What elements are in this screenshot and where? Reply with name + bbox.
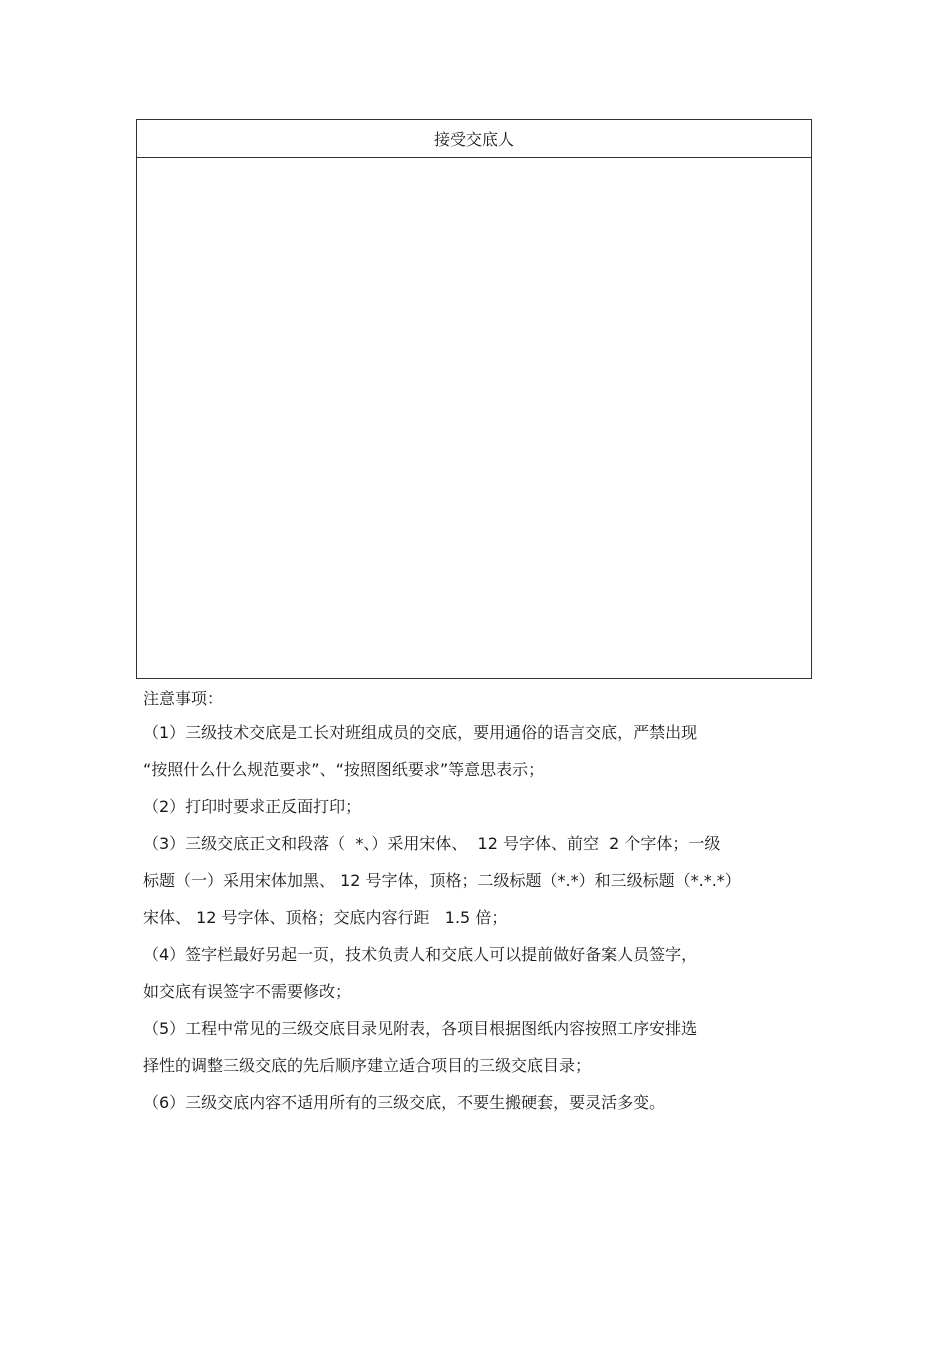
note-line: （4）签字栏最好另起一页，技术负责人和交底人可以提前做好备案人员签字，	[143, 944, 698, 964]
note-line: （6）三级交底内容不适用所有的三级交底，不要生搬硬套，要灵活多变。	[143, 1092, 666, 1112]
signature-table-header: 接受交底人	[137, 120, 811, 158]
signature-area	[137, 158, 811, 678]
note-line: （1）三级技术交底是工长对班组成员的交底，要用通俗的语言交底，严禁出现	[143, 722, 698, 742]
note-line: （2）打印时要求正反面打印；	[143, 796, 362, 816]
note-line: 标题（一）采用宋体加黑、 12 号字体，顶格；二级标题（*.*）和三级标题（*.*.*）	[143, 870, 741, 890]
note-line: 如交底有误签字不需要修改；	[143, 981, 352, 1001]
signature-table	[136, 119, 812, 679]
note-line: 择性的调整三级交底的先后顺序建立适合项目的三级交底目录；	[143, 1055, 592, 1075]
notes-section	[143, 684, 823, 1121]
notes-title: 注意事项：	[143, 689, 224, 708]
note-line: 宋体、 12 号字体、顶格；交底内容行距 1.5 倍；	[143, 907, 508, 927]
note-line: （3）三级交底正文和段落（ *、）采用宋体、 12 号字体、前空 2 个字体；一级	[143, 833, 721, 853]
note-line: “按照什么什么规范要求”、“按照图纸要求”等意思表示；	[143, 759, 545, 779]
note-line: （5）工程中常见的三级交底目录见附表，各项目根据图纸内容按照工序安排选	[143, 1018, 698, 1038]
